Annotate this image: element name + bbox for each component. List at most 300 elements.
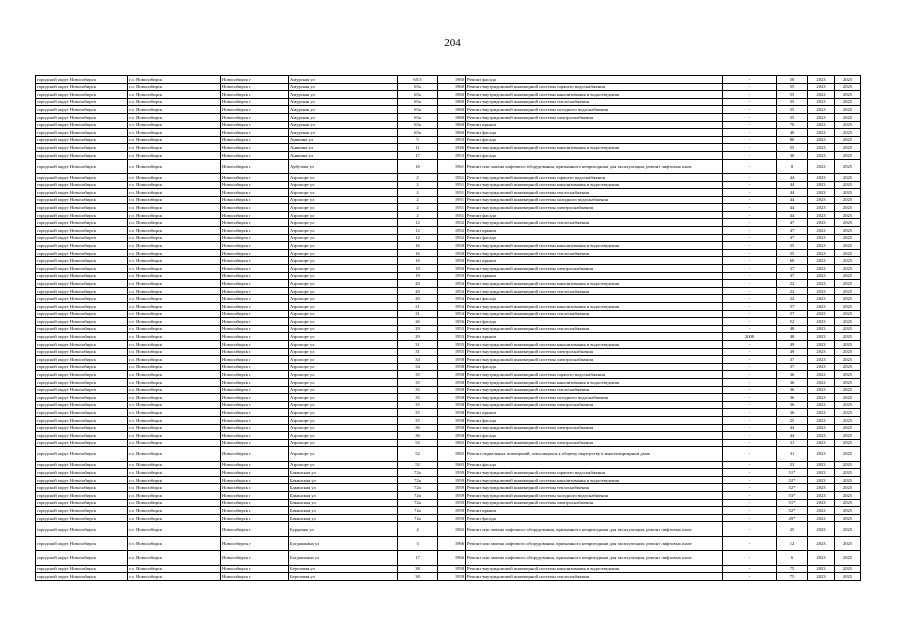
end-year-cell: 2025 [835, 310, 861, 318]
end-year-cell: 2025 [835, 536, 861, 550]
settlement-cell: Новосибирск г [221, 432, 289, 440]
table-row [36, 461, 861, 469]
house-number-cell: 72а [398, 492, 438, 500]
build-year-cell: 1958 [438, 565, 466, 573]
street-cell: Аэропорт ул [289, 363, 398, 371]
build-year-cell: 1960 [438, 98, 466, 106]
area-cell: - [723, 204, 777, 212]
municipal-okrug-cell: городской округ Новосибирск [36, 227, 128, 235]
cost-cell: 75 [777, 573, 808, 581]
settlement-cell: Новосибирск г [221, 348, 289, 356]
table-row [36, 234, 861, 242]
street-cell: Амурская ул [289, 98, 398, 106]
house-number-cell: 16 [398, 249, 438, 257]
end-year-cell: 2025 [835, 401, 861, 409]
cost-cell: 55 [777, 91, 808, 99]
end-year-cell: 2025 [835, 189, 861, 197]
house-number-cell: 52 [398, 439, 438, 447]
table-row [36, 371, 861, 379]
street-cell: Аэропорт ул [289, 439, 398, 447]
build-year-cell: 1958 [438, 416, 466, 424]
city-district-cell: г.о. Новосибирск [128, 272, 221, 280]
cost-cell: 52* [777, 484, 808, 492]
area-cell: - [723, 173, 777, 181]
street-cell: Аэропорт ул [289, 196, 398, 204]
work-type-cell: Ремонт внутридомовой инженерной системы холодного водоснабжения [466, 492, 723, 500]
build-year-cell: 1954 [438, 310, 466, 318]
table-row [36, 318, 861, 326]
work-type-cell: Ремонт или замена лифтового оборудования, признанного непригодным для эксплуатации, ремонт лифтовых шахт [466, 536, 723, 550]
work-type-cell: Ремонт внутридомовой инженерной системы горячего водоснабжения [466, 469, 723, 477]
city-district-cell: г.о. Новосибирск [128, 219, 221, 227]
municipal-okrug-cell: городской округ Новосибирск [36, 318, 128, 326]
street-cell: Аэропорт ул [289, 280, 398, 288]
end-year-cell: 2025 [835, 121, 861, 129]
area-cell: - [723, 113, 777, 121]
table-row [36, 310, 861, 318]
end-year-cell: 2025 [835, 469, 861, 477]
house-number-cell: 16 [398, 257, 438, 265]
city-district-cell: г.о. Новосибирск [128, 234, 221, 242]
start-year-cell: 2023 [808, 424, 835, 432]
build-year-cell: 1954 [438, 287, 466, 295]
table-row [36, 333, 861, 341]
street-cell: Аэропорт ул [289, 295, 398, 303]
city-district-cell: г.о. Новосибирск [128, 303, 221, 311]
end-year-cell: 2025 [835, 551, 861, 565]
municipal-okrug-cell: городской округ Новосибирск [36, 151, 128, 159]
street-cell: Аэропорт ул [289, 310, 398, 318]
work-type-cell: Ремонт фасада [466, 461, 723, 469]
end-year-cell: 2025 [835, 325, 861, 333]
municipal-okrug-cell: городской округ Новосибирск [36, 196, 128, 204]
build-year-cell: 1959 [438, 469, 466, 477]
settlement-cell: Новосибирск г [221, 447, 289, 461]
settlement-cell: Новосибирск г [221, 151, 289, 159]
city-district-cell: г.о. Новосибирск [128, 280, 221, 288]
work-type-cell: Ремонт фасада [466, 318, 723, 326]
end-year-cell: 2025 [835, 211, 861, 219]
work-type-cell: Ремонт внутридомовой инженерной системы электроснабжения [466, 499, 723, 507]
build-year-cell: 1950 [438, 272, 466, 280]
table-row [36, 219, 861, 227]
settlement-cell: Новосибирск г [221, 371, 289, 379]
house-number-cell: 65а [398, 106, 438, 114]
table-row [36, 378, 861, 386]
build-year-cell: 1959 [438, 514, 466, 522]
build-year-cell: 1950 [438, 257, 466, 265]
settlement-cell: Новосибирск г [221, 522, 289, 536]
start-year-cell: 2023 [808, 492, 835, 500]
end-year-cell: 2025 [835, 287, 861, 295]
start-year-cell: 2023 [808, 287, 835, 295]
table-row [36, 573, 861, 581]
cost-cell: 25 [777, 416, 808, 424]
house-number-cell: 36 [398, 432, 438, 440]
table-row [36, 272, 861, 280]
street-cell: Аэропорт ул [289, 348, 398, 356]
city-district-cell: г.о. Новосибирск [128, 499, 221, 507]
table-row [36, 265, 861, 273]
end-year-cell: 2025 [835, 439, 861, 447]
settlement-cell: Новосибирск г [221, 340, 289, 348]
cost-cell: 44 [777, 432, 808, 440]
work-type-cell: Ремонт фасада [466, 234, 723, 242]
start-year-cell: 2023 [808, 204, 835, 212]
street-cell: Амурская ул [289, 91, 398, 99]
start-year-cell: 2023 [808, 469, 835, 477]
street-cell: Аникина ул [289, 136, 398, 144]
table-row [36, 211, 861, 219]
settlement-cell: Новосибирск г [221, 98, 289, 106]
city-district-cell: г.о. Новосибирск [128, 287, 221, 295]
start-year-cell: 2023 [808, 378, 835, 386]
municipal-okrug-cell: городской округ Новосибирск [36, 507, 128, 515]
cost-cell: 52* [777, 476, 808, 484]
city-district-cell: г.о. Новосибирск [128, 325, 221, 333]
table-row [36, 151, 861, 159]
table-row [36, 242, 861, 250]
area-cell: - [723, 492, 777, 500]
cost-cell: 36 [777, 401, 808, 409]
house-number-cell: 29 [398, 333, 438, 341]
municipal-okrug-cell: городской округ Новосибирск [36, 401, 128, 409]
cost-cell: 12 [777, 536, 808, 550]
house-number-cell: 21 [398, 303, 438, 311]
settlement-cell: Новосибирск г [221, 318, 289, 326]
start-year-cell: 2023 [808, 144, 835, 152]
work-type-cell: Ремонт крыши [466, 333, 723, 341]
city-district-cell: г.о. Новосибирск [128, 310, 221, 318]
build-year-cell: 1951 [438, 204, 466, 212]
cost-cell: 25 [777, 522, 808, 536]
city-district-cell: г.о. Новосибирск [128, 536, 221, 550]
city-district-cell: г.о. Новосибирск [128, 484, 221, 492]
table-row [36, 106, 861, 114]
table-row [36, 136, 861, 144]
municipal-okrug-cell: городской округ Новосибирск [36, 121, 128, 129]
street-cell: Березовая ул [289, 565, 398, 573]
municipal-okrug-cell: городской округ Новосибирск [36, 340, 128, 348]
municipal-okrug-cell: городской округ Новосибирск [36, 136, 128, 144]
start-year-cell: 2023 [808, 476, 835, 484]
work-type-cell: Ремонт крыши [466, 409, 723, 417]
table-row [36, 356, 861, 364]
street-cell: Аэропорт ул [289, 424, 398, 432]
house-number-cell: 2 [398, 189, 438, 197]
municipal-okrug-cell: городской округ Новосибирск [36, 356, 128, 364]
start-year-cell: 2023 [808, 409, 835, 417]
start-year-cell: 2023 [808, 136, 835, 144]
work-type-cell: Ремонт фасада [466, 211, 723, 219]
municipal-okrug-cell: городской округ Новосибирск [36, 424, 128, 432]
work-type-cell: Ремонт фасада [466, 76, 723, 84]
work-type-cell: Ремонт внутридомовой инженерной системы электроснабжения [466, 424, 723, 432]
end-year-cell: 2025 [835, 447, 861, 461]
end-year-cell: 2025 [835, 272, 861, 280]
build-year-cell: 1960 [438, 83, 466, 91]
start-year-cell: 2023 [808, 219, 835, 227]
area-cell: - [723, 424, 777, 432]
settlement-cell: Новосибирск г [221, 386, 289, 394]
municipal-okrug-cell: городской округ Новосибирск [36, 310, 128, 318]
cost-cell: 57 [777, 303, 808, 311]
start-year-cell: 2023 [808, 303, 835, 311]
area-cell: - [723, 211, 777, 219]
end-year-cell: 2025 [835, 159, 861, 173]
work-type-cell: Ремонт внутридомовой инженерной системы электроснабжения [466, 356, 723, 364]
end-year-cell: 2025 [835, 340, 861, 348]
settlement-cell: Новосибирск г [221, 242, 289, 250]
street-cell: Аэропорт ул [289, 181, 398, 189]
start-year-cell: 2023 [808, 439, 835, 447]
settlement-cell: Новосибирск г [221, 280, 289, 288]
start-year-cell: 2023 [808, 265, 835, 273]
start-year-cell: 2023 [808, 189, 835, 197]
work-type-cell: Ремонт фасада [466, 514, 723, 522]
work-type-cell: Ремонт внутридомовой инженерной системы канализования и водоотведения [466, 476, 723, 484]
build-year-cell: 1950 [438, 249, 466, 257]
house-number-cell: 38 [398, 565, 438, 573]
build-year-cell: 1959 [438, 507, 466, 515]
table-row [36, 204, 861, 212]
start-year-cell: 2023 [808, 121, 835, 129]
table-row [36, 536, 861, 550]
work-type-cell: Ремонт внутридомовой инженерной системы горячего водоснабжения [466, 173, 723, 181]
table-row [36, 303, 861, 311]
build-year-cell: 1958 [438, 378, 466, 386]
build-year-cell: 1958 [438, 386, 466, 394]
cost-cell: 55 [777, 242, 808, 250]
street-cell: Аэропорт ул [289, 204, 398, 212]
work-type-cell: Ремонт внутридомовой инженерной системы канализования и водоотведения [466, 242, 723, 250]
municipal-okrug-cell: городской округ Новосибирск [36, 461, 128, 469]
city-district-cell: г.о. Новосибирск [128, 113, 221, 121]
municipal-okrug-cell: городской округ Новосибирск [36, 272, 128, 280]
municipal-okrug-cell: городской округ Новосибирск [36, 409, 128, 417]
build-year-cell: 1958 [438, 409, 466, 417]
area-cell: - [723, 265, 777, 273]
city-district-cell: г.о. Новосибирск [128, 98, 221, 106]
build-year-cell: 1952 [438, 234, 466, 242]
start-year-cell: 2023 [808, 551, 835, 565]
cost-cell: 55 [777, 106, 808, 114]
cost-cell: 52* [777, 507, 808, 515]
end-year-cell: 2025 [835, 280, 861, 288]
area-cell: - [723, 151, 777, 159]
cost-cell: 50 [777, 76, 808, 84]
build-year-cell: 1958 [438, 401, 466, 409]
end-year-cell: 2025 [835, 371, 861, 379]
start-year-cell: 2023 [808, 484, 835, 492]
house-number-cell: 2 [398, 204, 438, 212]
city-district-cell: г.о. Новосибирск [128, 394, 221, 402]
work-type-cell: Ремонт внутридомовой инженерной системы теплоснабжения [466, 310, 723, 318]
settlement-cell: Новосибирск г [221, 136, 289, 144]
settlement-cell: Новосибирск г [221, 181, 289, 189]
work-type-cell: Ремонт внутридомовой инженерной системы теплоснабжения [466, 219, 723, 227]
street-cell: Аэропорт ул [289, 386, 398, 394]
area-cell: - [723, 318, 777, 326]
house-number-cell: 65а [398, 129, 438, 137]
house-number-cell: 35 [398, 386, 438, 394]
house-number-cell: 72а [398, 499, 438, 507]
municipal-okrug-cell: городской округ Новосибирск [36, 242, 128, 250]
house-number-cell: 20 [398, 280, 438, 288]
house-number-cell: 65а [398, 113, 438, 121]
city-district-cell: г.о. Новосибирск [128, 295, 221, 303]
municipal-okrug-cell: городской округ Новосибирск [36, 219, 128, 227]
work-type-cell: Ремонт фасада [466, 129, 723, 137]
area-cell: - [723, 272, 777, 280]
table-row [36, 249, 861, 257]
area-cell: - [723, 565, 777, 573]
capital-repair-table [35, 75, 861, 581]
table-row [36, 551, 861, 565]
municipal-okrug-cell: городской округ Новосибирск [36, 303, 128, 311]
build-year-cell: 1960 [438, 113, 466, 121]
build-year-cell: 1952 [438, 219, 466, 227]
settlement-cell: Новосибирск г [221, 499, 289, 507]
city-district-cell: г.о. Новосибирск [128, 151, 221, 159]
start-year-cell: 2023 [808, 106, 835, 114]
street-cell: Аэропорт ул [289, 242, 398, 250]
area-cell: - [723, 386, 777, 394]
municipal-okrug-cell: городской округ Новосибирск [36, 514, 128, 522]
municipal-okrug-cell: городской округ Новосибирск [36, 439, 128, 447]
end-year-cell: 2025 [835, 173, 861, 181]
house-number-cell: 2 [398, 173, 438, 181]
street-cell: Амурская ул [289, 113, 398, 121]
area-cell: - [723, 439, 777, 447]
house-number-cell: 36 [398, 424, 438, 432]
build-year-cell: 1958 [438, 363, 466, 371]
work-type-cell: Ремонт крыши [466, 272, 723, 280]
cost-cell: 22 [777, 287, 808, 295]
build-year-cell: 1955 [438, 340, 466, 348]
end-year-cell: 2025 [835, 416, 861, 424]
city-district-cell: г.о. Новосибирск [128, 469, 221, 477]
area-cell: - [723, 507, 777, 515]
city-district-cell: г.о. Новосибирск [128, 181, 221, 189]
area-cell: - [723, 325, 777, 333]
build-year-cell: 1960 [438, 91, 466, 99]
cost-cell: 37 [777, 356, 808, 364]
cost-cell: 51* [777, 499, 808, 507]
work-type-cell: Ремонт внутридомовой инженерной системы электроснабжения [466, 348, 723, 356]
start-year-cell: 2023 [808, 310, 835, 318]
settlement-cell: Новосибирск г [221, 173, 289, 181]
street-cell: Аэропорт ул [289, 219, 398, 227]
house-number-cell: 12 [398, 227, 438, 235]
end-year-cell: 2025 [835, 83, 861, 91]
city-district-cell: г.о. Новосибирск [128, 461, 221, 469]
build-year-cell: 1960 [438, 129, 466, 137]
work-type-cell: Ремонт фасада [466, 136, 723, 144]
house-number-cell: 2 [398, 211, 438, 219]
area-cell: - [723, 476, 777, 484]
house-number-cell: 5 [398, 136, 438, 144]
settlement-cell: Новосибирск г [221, 461, 289, 469]
street-cell: Арбузова ул [289, 159, 398, 173]
city-district-cell: г.о. Новосибирск [128, 211, 221, 219]
cost-cell: 47 [777, 234, 808, 242]
street-cell: Аэропорт ул [289, 303, 398, 311]
house-number-cell: 12 [398, 234, 438, 242]
start-year-cell: 2023 [808, 91, 835, 99]
city-district-cell: г.о. Новосибирск [128, 189, 221, 197]
start-year-cell: 2023 [808, 234, 835, 242]
end-year-cell: 2025 [835, 136, 861, 144]
table-row [36, 507, 861, 515]
settlement-cell: Новосибирск г [221, 514, 289, 522]
work-type-cell: Ремонт внутридомовой инженерной системы горячего водоснабжения [466, 83, 723, 91]
municipal-okrug-cell: городской округ Новосибирск [36, 211, 128, 219]
settlement-cell: Новосибирск г [221, 129, 289, 137]
settlement-cell: Новосибирск г [221, 416, 289, 424]
build-year-cell: 1965 [438, 461, 466, 469]
area-cell: - [723, 303, 777, 311]
build-year-cell: 1959 [438, 476, 466, 484]
cost-cell: 47 [777, 227, 808, 235]
settlement-cell: Новосибирск г [221, 196, 289, 204]
cost-cell: 22 [777, 280, 808, 288]
cost-cell: 6 [777, 551, 808, 565]
house-number-cell: 20 [398, 295, 438, 303]
build-year-cell: 1953 [438, 325, 466, 333]
street-cell: Бакинская ул [289, 469, 398, 477]
municipal-okrug-cell: городской округ Новосибирск [36, 181, 128, 189]
house-number-cell: 29 [398, 325, 438, 333]
municipal-okrug-cell: городской округ Новосибирск [36, 484, 128, 492]
table-row [36, 76, 861, 84]
municipal-okrug-cell: городской округ Новосибирск [36, 325, 128, 333]
start-year-cell: 2023 [808, 159, 835, 173]
street-cell: Аэропорт ул [289, 401, 398, 409]
work-type-cell: Ремонт фасада [466, 432, 723, 440]
build-year-cell: 1954 [438, 303, 466, 311]
municipal-okrug-cell: городской округ Новосибирск [36, 476, 128, 484]
build-year-cell: 1960 [438, 121, 466, 129]
area-cell: - [723, 159, 777, 173]
area-cell: - [723, 469, 777, 477]
start-year-cell: 2023 [808, 514, 835, 522]
street-cell: Аэропорт ул [289, 234, 398, 242]
city-district-cell: г.о. Новосибирск [128, 371, 221, 379]
house-number-cell: 35 [398, 394, 438, 402]
city-district-cell: г.о. Новосибирск [128, 565, 221, 573]
street-cell: Аэропорт ул [289, 416, 398, 424]
cost-cell: 37 [777, 265, 808, 273]
table-row [36, 173, 861, 181]
start-year-cell: 2023 [808, 565, 835, 573]
city-district-cell: г.о. Новосибирск [128, 318, 221, 326]
area-cell: - [723, 461, 777, 469]
table-row [36, 499, 861, 507]
area-cell: - [723, 573, 777, 581]
work-type-cell: Ремонт внутридомовой инженерной системы теплоснабжения [466, 287, 723, 295]
end-year-cell: 2025 [835, 106, 861, 114]
city-district-cell: г.о. Новосибирск [128, 83, 221, 91]
table-row [36, 340, 861, 348]
house-number-cell: 72а [398, 469, 438, 477]
settlement-cell: Новосибирск г [221, 91, 289, 99]
work-type-cell: Ремонт внутридомовой инженерной системы канализования и водоотведения [466, 181, 723, 189]
end-year-cell: 2025 [835, 394, 861, 402]
start-year-cell: 2023 [808, 416, 835, 424]
start-year-cell: 2023 [808, 173, 835, 181]
municipal-okrug-cell: городской округ Новосибирск [36, 565, 128, 573]
